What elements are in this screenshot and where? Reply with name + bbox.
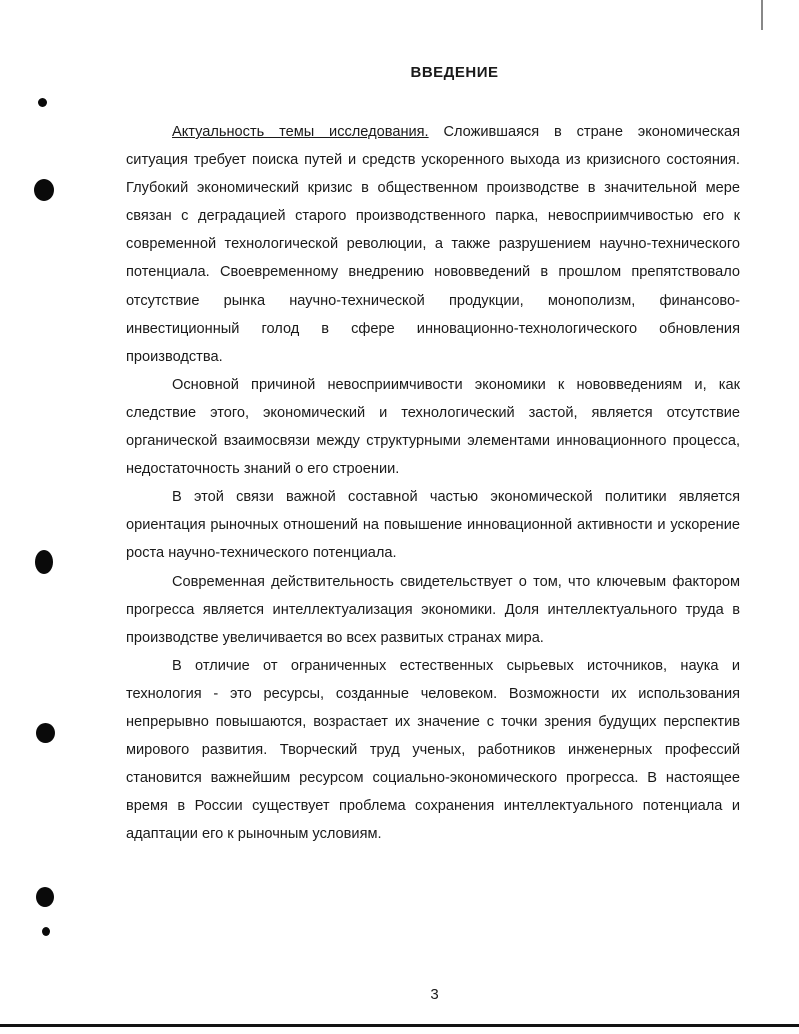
binder-hole [36,723,55,743]
paragraph: В отличие от ограниченных естественных сырьевых источников, наука и технология - это ресурсы, созданные человеком. Возможности их использования непрерывно повышаются, возрастает их значение с точки зрения будущих перспектив мирового развития. Творческий труд ученых, работников инженерных профессий становится важнейшим ресурсом социально-экономического прогресса. В настоящее время в России существует проблема сохранения интеллектуального потенциала и адаптации его к рыночным условиям. [126,657,740,843]
paragraph: Основной причиной невосприимчивости экономики к нововведениям и, как следствие этого, экономический и технологический застой, является отсутствие органической взаимосвязи между структурными элементами инновационного процесса, недостаточность знаний о его строении. [126,376,740,478]
binder-hole [38,98,47,107]
section-lead: Актуальность темы исследования. [172,124,429,140]
page-number: 3 [430,986,439,1003]
scan-bottom-edge [0,1024,799,1027]
page-title: ВВЕДЕНИЕ [410,64,499,81]
paragraph-text: Сложившаяся в стране экономическая ситуация требует поиска путей и средств ускоренного выхода из кризисного состояния. Глубокий экономический кризис в общественном производстве в значительной мере связан с деградацией старого производственного парка, невосприимчивостью его к современной технологической революции, а также разрушением научно-технического потенциала. Своевременному внедрению нововведений в прошлом препятствовало отсутствие рынка научно-технической продукции, монополизм, финансово-инвестиционный голод в сфере инновационно-технологического обновления производства. [126,124,741,365]
scan-edge-mark [761,0,763,30]
paragraph: Современная действительность свидетельствует о том, что ключевым фактором прогресса является интеллектуализация экономики. Доля интеллектуального труда в производстве увеличивается во всех развитых странах мира. [126,573,740,646]
paragraph [126,118,740,371]
binder-hole [42,927,50,936]
paragraph: В этой связи важной составной частью экономической политики является ориентация рыночных отношений на повышение инновационной активности и ускорение роста научно-технического потенциала. [126,489,740,562]
body-text [126,118,740,848]
binder-hole [36,887,54,907]
binder-hole [35,550,53,574]
binder-hole [34,179,54,201]
